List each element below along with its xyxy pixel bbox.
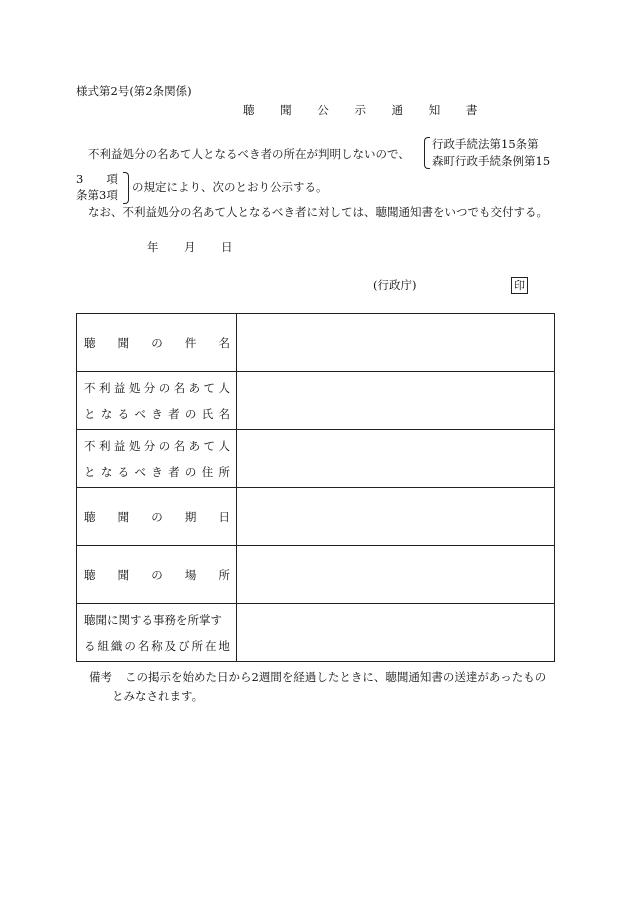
label-char: と xyxy=(84,464,96,479)
table-row xyxy=(77,488,555,546)
body-line-3: なお、不利益処分の名あて人となるべき者に対しては、聴聞通知書をいつでも交付する。 xyxy=(88,205,548,219)
remarks-line-2: とみなされます。 xyxy=(112,689,204,703)
label-char: き xyxy=(151,464,163,479)
label-char: 地 xyxy=(218,638,230,653)
label-name xyxy=(77,375,236,427)
label-char: 利 xyxy=(98,380,111,395)
label-char: 期 xyxy=(184,509,197,524)
value-name[interactable] xyxy=(237,372,555,430)
label-char: な xyxy=(100,464,113,479)
body-line-1: 不利益処分の名あて人となるべき者の所在が判明しないので、 xyxy=(88,147,410,161)
label-char: 者 xyxy=(168,406,180,421)
label-char: き xyxy=(151,406,163,421)
brace-cont-ordinance: 条第3項 xyxy=(76,188,118,202)
label-char: 益 xyxy=(113,438,126,453)
value-subject[interactable] xyxy=(237,314,555,372)
label-char: 人 xyxy=(218,438,230,453)
date-year: 年 xyxy=(147,240,159,254)
label-char: な xyxy=(100,406,113,421)
left-brace xyxy=(424,137,430,169)
row-label-cell xyxy=(77,488,237,546)
agency-label: (行政庁) xyxy=(373,278,417,292)
label-char: る xyxy=(117,464,130,479)
label-subject xyxy=(77,335,236,351)
label-char: 織 xyxy=(110,638,123,653)
label-char: の xyxy=(158,380,171,395)
label-char: の xyxy=(184,464,197,479)
brace-option-ordinance: 森町行政手続条例第15 xyxy=(432,154,551,168)
label-char: 名 xyxy=(173,380,186,395)
remarks-line-1: この掲示を始めた日から2週間を経過したときに、聴聞通知書の送達があったもの xyxy=(125,670,547,684)
label-char: 場 xyxy=(184,567,197,582)
label-char: 称 xyxy=(151,638,163,653)
document-title: 聴 聞 公 示 通 知 書 xyxy=(243,103,489,117)
label-char: 名 xyxy=(137,638,150,653)
row-label-cell xyxy=(77,314,237,372)
label-line xyxy=(84,433,230,459)
table-row xyxy=(77,430,555,488)
label-line: 聴聞に関する事務を所掌す xyxy=(84,612,222,627)
label-char: 在 xyxy=(204,638,217,653)
value-organization[interactable] xyxy=(237,604,555,662)
label-char: の xyxy=(151,335,163,350)
label-char: 者 xyxy=(168,464,180,479)
label-address xyxy=(77,433,236,485)
label-char: べ xyxy=(134,406,146,421)
label-char: 所 xyxy=(191,638,203,653)
label-char: の xyxy=(151,509,163,524)
label-char: 所 xyxy=(218,567,230,582)
label-date xyxy=(77,509,236,525)
remarks-label: 備考 xyxy=(89,670,112,684)
row-label-cell xyxy=(77,546,237,604)
value-address[interactable] xyxy=(237,430,555,488)
value-date[interactable] xyxy=(237,488,555,546)
value-place[interactable] xyxy=(237,546,555,604)
table-row xyxy=(77,546,555,604)
label-char: 聞 xyxy=(117,335,130,350)
label-char: 処 xyxy=(128,380,141,395)
label-char: 利 xyxy=(98,438,111,453)
label-char: 分 xyxy=(143,438,156,453)
body-line-2: の規定により、次のとおり公示する。 xyxy=(132,180,328,194)
label-char: 不 xyxy=(84,438,96,453)
label-char: 聞 xyxy=(117,567,130,582)
label-line xyxy=(84,401,230,427)
label-char: 名 xyxy=(218,335,230,350)
table-row xyxy=(77,314,555,372)
label-char: あ xyxy=(188,438,201,453)
label-char: 及 xyxy=(164,638,177,653)
label-organization xyxy=(77,607,236,659)
label-char: 聴 xyxy=(84,567,96,582)
label-char: 分 xyxy=(143,380,156,395)
right-brace xyxy=(123,172,129,204)
label-char: 処 xyxy=(128,438,141,453)
label-line xyxy=(84,633,230,659)
label-char: 不 xyxy=(84,380,96,395)
label-char: て xyxy=(203,380,215,395)
form-number: 様式第2号(第2条関係) xyxy=(76,84,192,98)
label-char: 件 xyxy=(184,335,197,350)
label-char: と xyxy=(84,406,96,421)
label-char: 聴 xyxy=(84,335,96,350)
date-month: 月 xyxy=(184,240,196,254)
label-char: る xyxy=(84,638,96,653)
label-char: の xyxy=(124,638,136,653)
label-char: 住 xyxy=(201,464,214,479)
brace-option-law: 行政手続法第15条第 xyxy=(432,137,539,151)
label-char: の xyxy=(184,406,197,421)
label-place xyxy=(77,567,236,583)
row-label-cell xyxy=(77,430,237,488)
brace-cont-law: 3 項 xyxy=(76,172,118,186)
table-row xyxy=(77,372,555,430)
label-char: 聴 xyxy=(84,509,96,524)
notice-table xyxy=(76,313,555,662)
label-char: の xyxy=(151,567,163,582)
label-char: 組 xyxy=(97,638,109,653)
label-char: 聞 xyxy=(117,509,130,524)
label-char: 名 xyxy=(218,406,230,421)
label-char: び xyxy=(178,638,190,653)
row-label-cell xyxy=(77,372,237,430)
label-char: べ xyxy=(134,464,146,479)
label-char: る xyxy=(117,406,130,421)
row-label-cell xyxy=(77,604,237,662)
label-line xyxy=(84,459,230,485)
label-char: 人 xyxy=(218,380,230,395)
label-char: 益 xyxy=(113,380,126,395)
label-char: 日 xyxy=(218,509,230,524)
seal-box: 印 xyxy=(511,277,528,294)
label-char: て xyxy=(203,438,215,453)
label-char: 所 xyxy=(218,464,230,479)
label-char: あ xyxy=(188,380,201,395)
table-row xyxy=(77,604,555,662)
label-char: 名 xyxy=(173,438,186,453)
label-char: の xyxy=(158,438,171,453)
date-day: 日 xyxy=(221,240,233,254)
label-char: 氏 xyxy=(201,406,214,421)
label-line xyxy=(84,375,230,401)
